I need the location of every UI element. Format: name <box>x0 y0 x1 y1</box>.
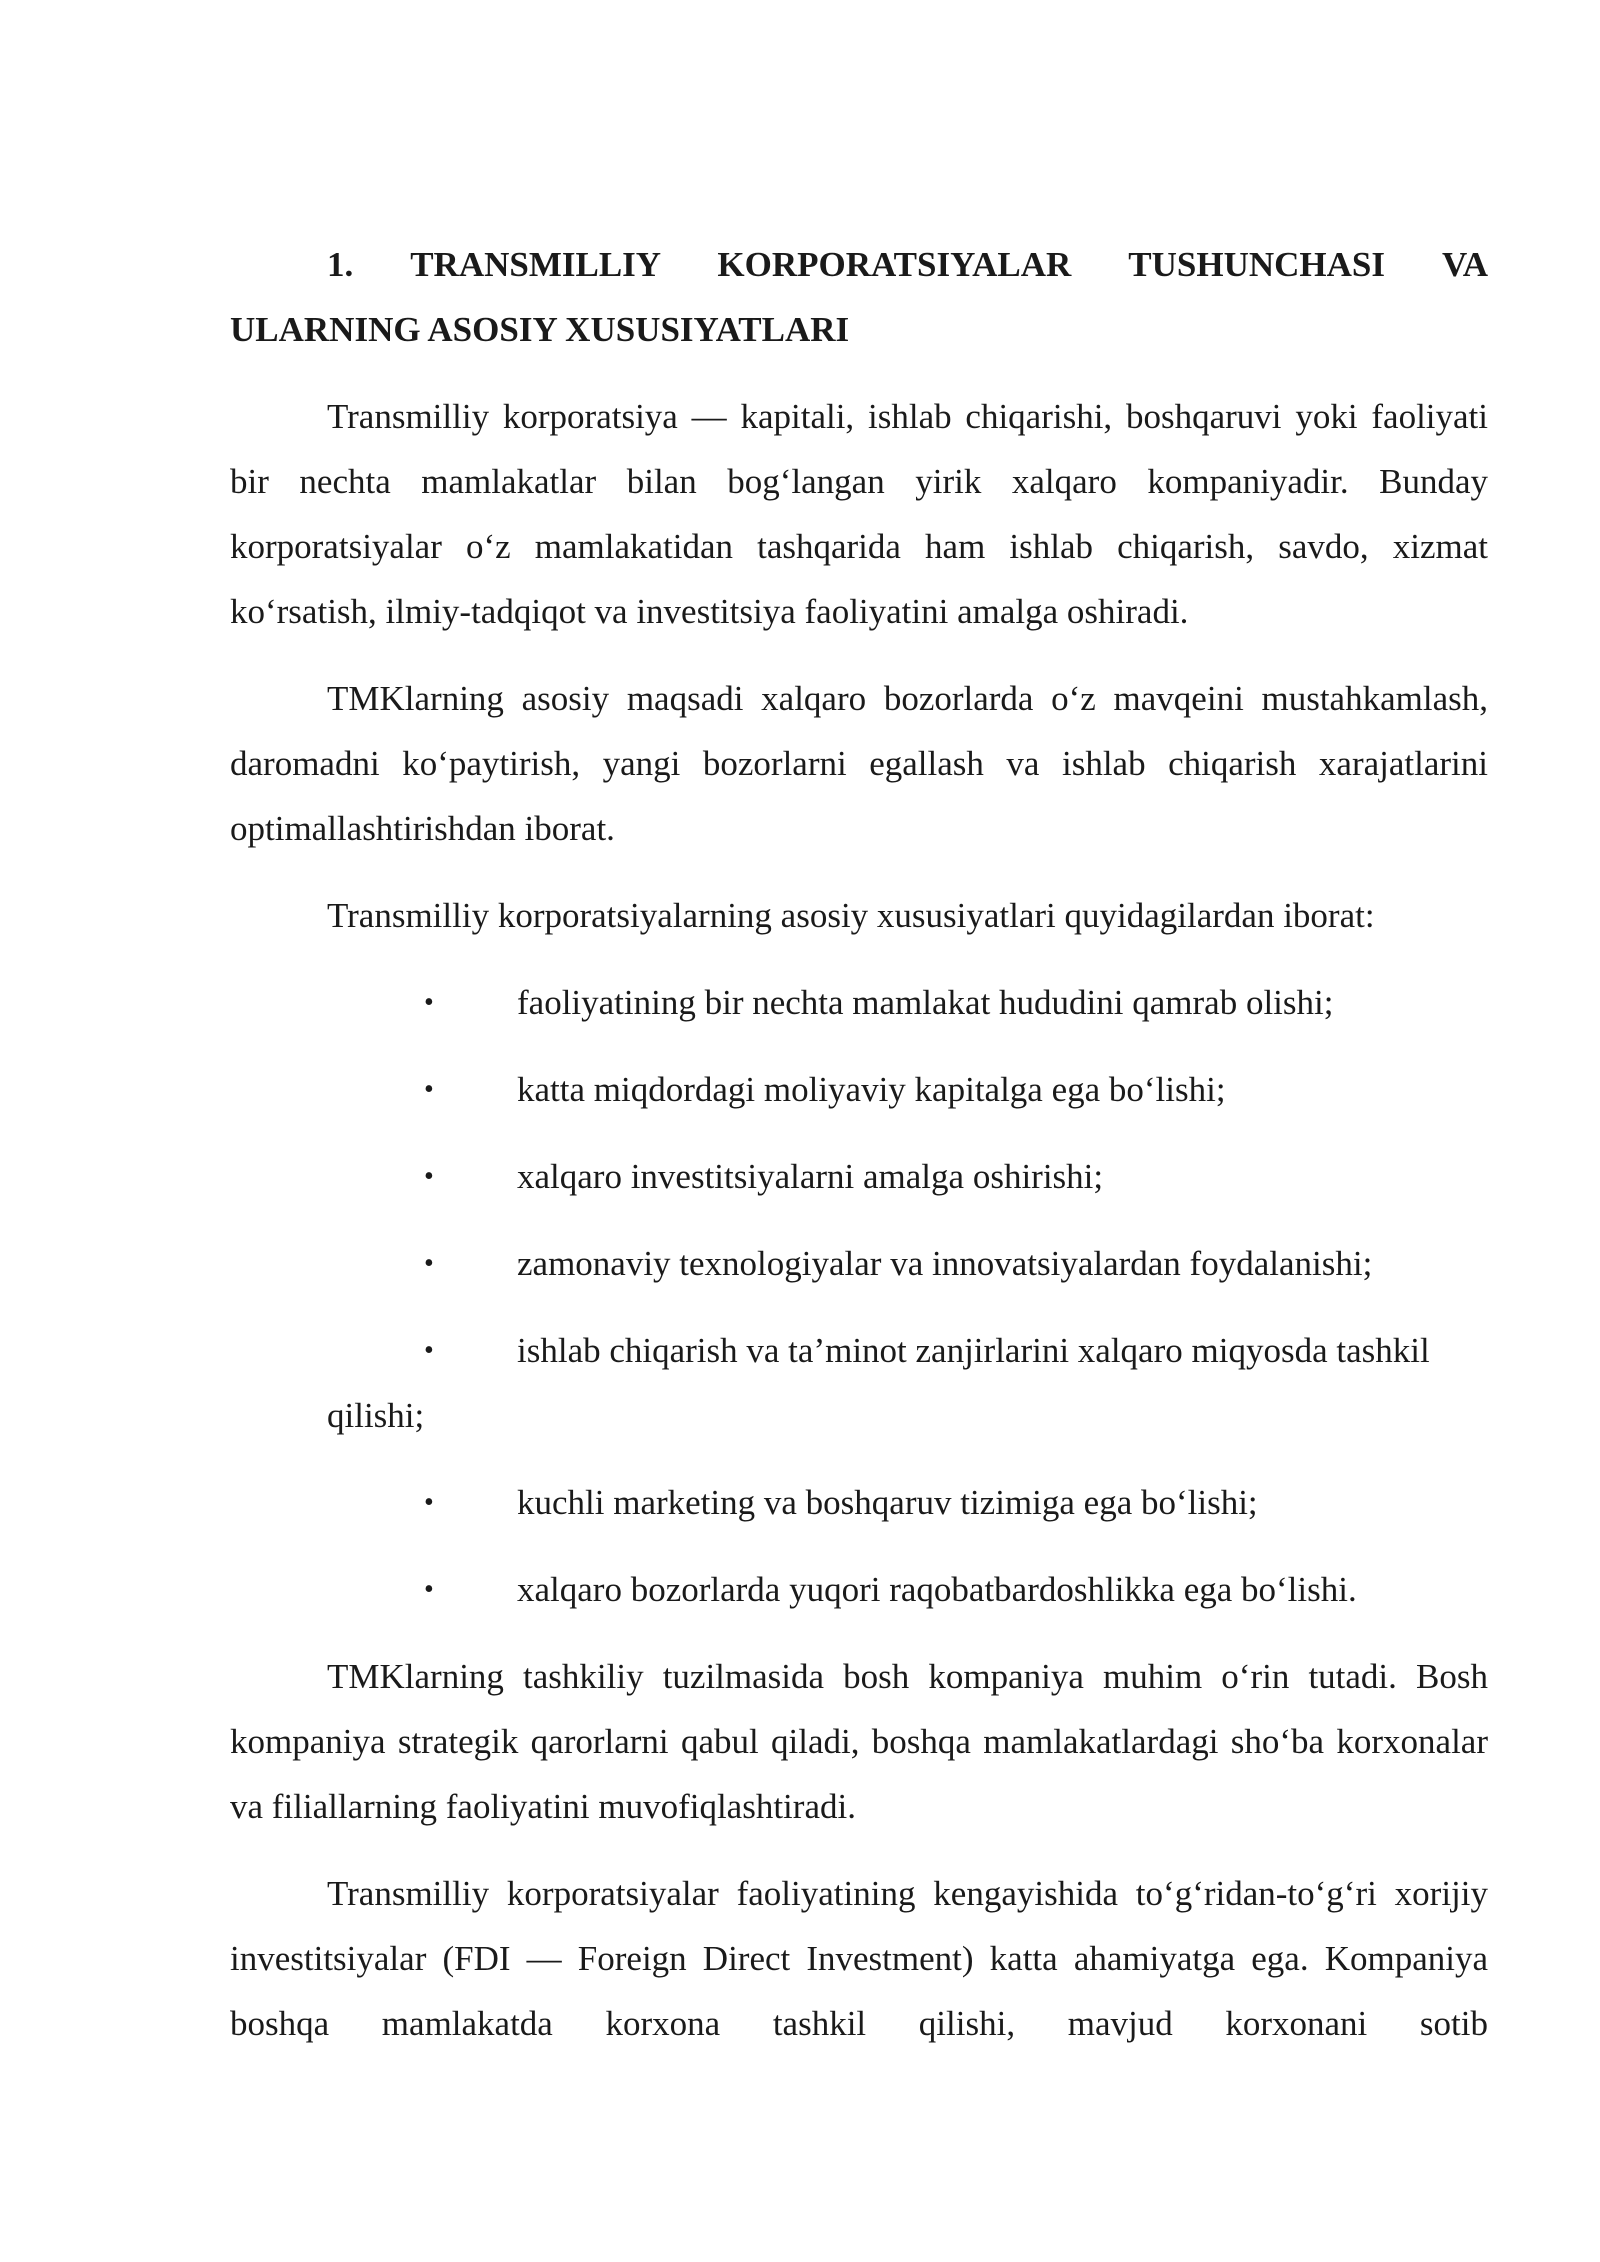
bullet-icon: • <box>424 1487 434 1518</box>
list-item-text: faoliyatining bir nechta mamlakat hududini qamrab olishi; <box>517 983 1334 1022</box>
document-body <box>230 232 1488 2078</box>
list-item <box>230 1557 1488 1622</box>
list-item <box>230 1231 1488 1296</box>
paragraph-fdi: Transmilliy korporatsiyalar faoliyatining kengayishida to‘g‘ridan-to‘g‘ri xorijiy investitsiyalar (FDI — Foreign Direct Investment) katta ahamiyatga ega. Kompaniya boshqa mamlakatda korxona tashkil qilishi, mavjud korxonani sotib <box>230 1874 1488 2043</box>
list-item <box>230 1057 1488 1122</box>
paragraph-definition: Transmilliy korporatsiya — kapitali, ishlab chiqarishi, boshqaruvi yoki faoliyati bir nechta mamlakatlar bilan bog‘langan yirik xalqaro kompaniyadir. Bunday korporatsiyalar o‘z mamlakatidan tashqarida ham ishlab chiqarish, savdo, xizmat ko‘rsatish, ilmiy-tadqiqot va investitsiya faoliyatini amalga oshiradi. <box>230 397 1488 631</box>
list-item-text: ishlab chiqarish va ta’minot zanjirlarini xalqaro miqyosda tashkil <box>517 1331 1430 1370</box>
paragraph-features-intro: Transmilliy korporatsiyalarning asosiy xususiyatlari quyidagilardan iborat: <box>327 896 1375 935</box>
bullet-icon: • <box>424 1574 434 1605</box>
list-item-text: katta miqdordagi moliyaviy kapitalga ega bo‘lishi; <box>517 1070 1226 1109</box>
list-item-continuation: qilishi; <box>327 1396 425 1435</box>
bullet-icon: • <box>424 1161 434 1192</box>
bullet-icon: • <box>424 1248 434 1279</box>
list-item <box>230 970 1488 1035</box>
features-list <box>230 970 1488 1622</box>
list-item <box>230 1318 1488 1448</box>
list-item-text: xalqaro bozorlarda yuqori raqobatbardoshlikka ega bo‘lishi. <box>517 1570 1357 1609</box>
list-item <box>230 1470 1488 1535</box>
bullet-icon: • <box>424 1074 434 1105</box>
section-heading: 1. TRANSMILLIY KORPORATSIYALAR TUSHUNCHASI VA ULARNING ASOSIY XUSUSIYATLARI <box>230 245 1488 349</box>
bullet-icon: • <box>424 1335 434 1366</box>
list-item <box>230 1144 1488 1209</box>
paragraph-structure: TMKlarning tashkiliy tuzilmasida bosh kompaniya muhim o‘rin tutadi. Bosh kompaniya strategik qarorlarni qabul qiladi, boshqa mamlakatlardagi sho‘ba korxonalar va filiallarning faoliyatini muvofiqlashtiradi. <box>230 1657 1488 1826</box>
bullet-icon: • <box>424 987 434 1018</box>
list-item-text: xalqaro investitsiyalarni amalga oshirishi; <box>517 1157 1104 1196</box>
list-item-text: zamonaviy texnologiyalar va innovatsiyalardan foydalanishi; <box>517 1244 1373 1283</box>
list-item-text: kuchli marketing va boshqaruv tizimiga ega bo‘lishi; <box>517 1483 1258 1522</box>
paragraph-goals: TMKlarning asosiy maqsadi xalqaro bozorlarda o‘z mavqeini mustahkamlash, daromadni ko‘paytirish, yangi bozorlarni egallash va ishlab chiqarish xarajatlarini optimallashtirishdan iborat. <box>230 679 1488 848</box>
